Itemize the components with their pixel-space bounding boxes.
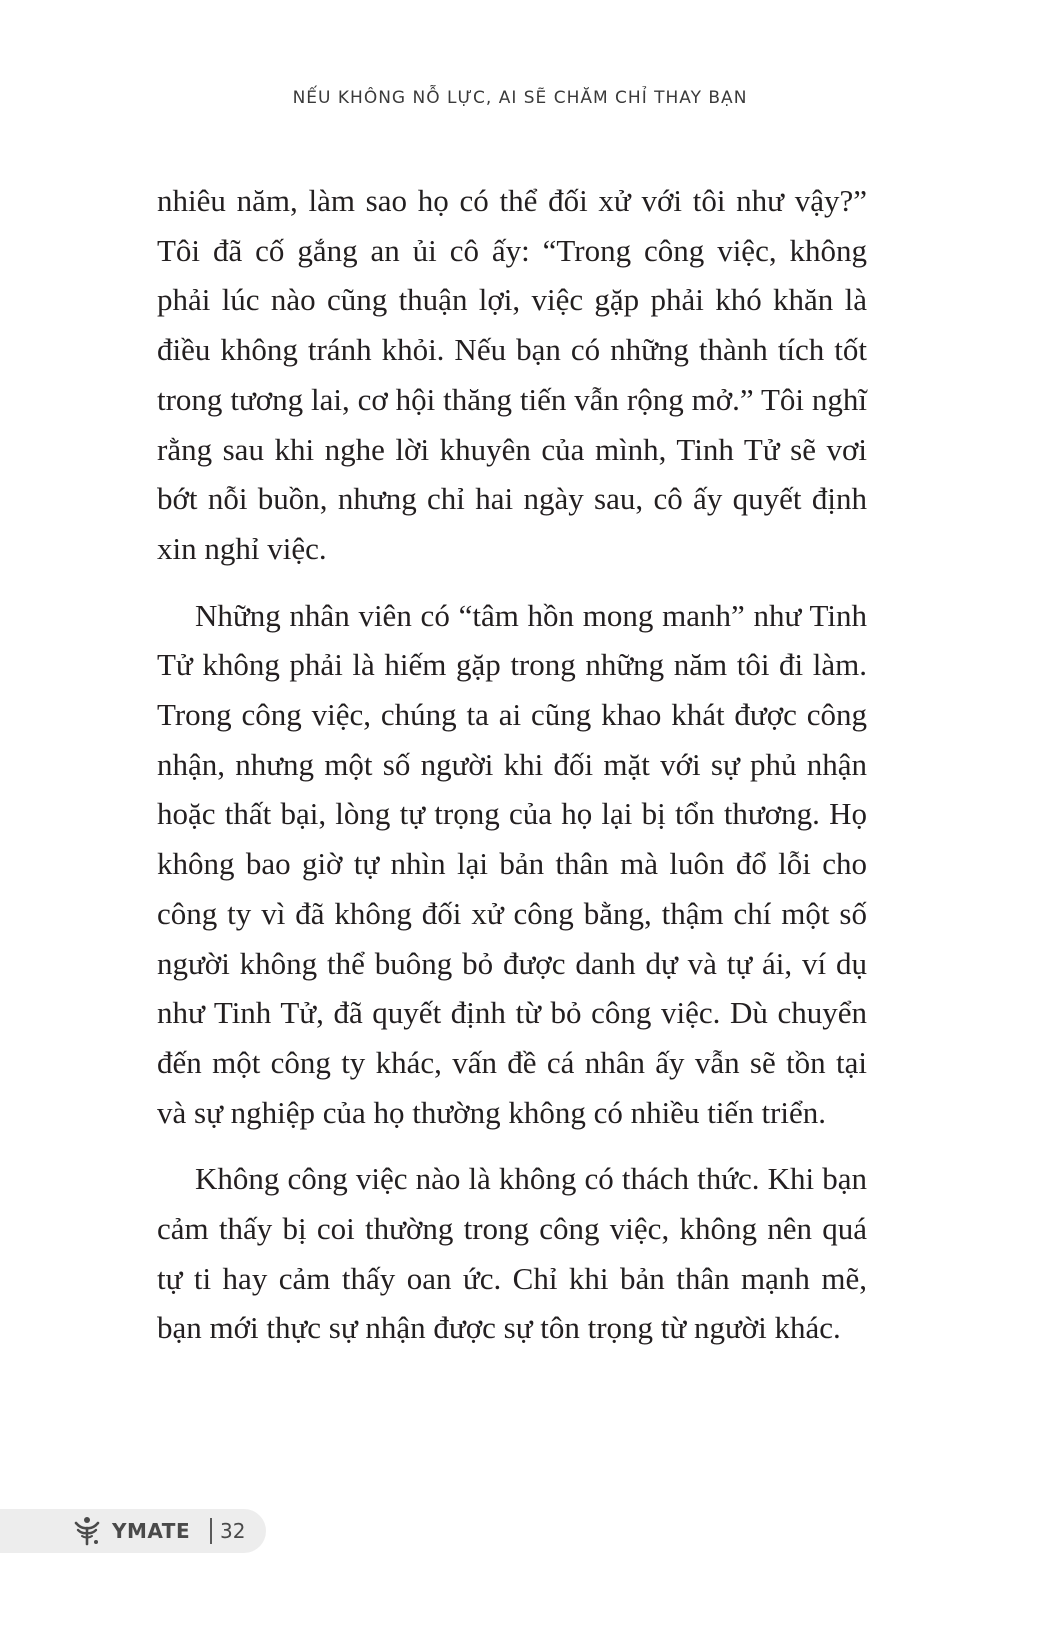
body-text [157,176,867,1370]
page-footer [0,1509,266,1553]
paragraph-1: nhiêu năm, làm sao họ có thể đối xử với tôi như vậy?” Tôi đã cố gắng an ủi cô ấy: “Trong công việc, không phải lúc nào cũng thuận lợi, việc gặp phải khó khăn là điều không tránh khỏi. Nếu bạn có những thành tích tốt trong tương lai, cơ hội thăng tiến vẫn rộng mở.” Tôi nghĩ rằng sau khi nghe lời khuyên của mình, Tinh Tử sẽ vơi bớt nỗi buồn, nhưng chỉ hai ngày sau, cô ấy quyết định xin nghỉ việc. [157,183,867,566]
page-number: 32 [220,1519,246,1543]
running-header: NẾU KHÔNG NỖ LỰC, AI SẼ CHĂM CHỈ THAY BẠN [292,88,748,108]
footer-divider [210,1518,212,1544]
paragraph-3: Không công việc nào là không có thách thức. Khi bạn cảm thấy bị coi thường trong công việc, không nên quá tự ti hay cảm thấy oan ức. Chỉ khi bản thân mạnh mẽ, bạn mới thực sự nhận được sự tôn trọng từ người khác. [157,1161,867,1346]
ymate-logo-icon [72,1516,102,1546]
brand-name: YMATE [112,1519,191,1543]
paragraph-2: Những nhân viên có “tâm hồn mong manh” như Tinh Tử không phải là hiếm gặp trong những năm tôi đi làm. Trong công việc, chúng ta ai cũng khao khát được công nhận, nhưng một số người khi đối mặt với sự phủ nhận hoặc thất bại, lòng tự trọng của họ lại bị tổn thương. Họ không bao giờ tự nhìn lại bản thân mà luôn đổ lỗi cho công ty vì đã không đối xử công bằng, thậm chí một số người không thể buông bỏ được danh dự và tự ái, ví dụ như Tinh Tử, đã quyết định từ bỏ công việc. Dù chuyển đến một công ty khác, vấn đề cá nhân ấy vẫn sẽ tồn tại và sự nghiệp của họ thường không có nhiều tiến triển. [157,597,867,1130]
